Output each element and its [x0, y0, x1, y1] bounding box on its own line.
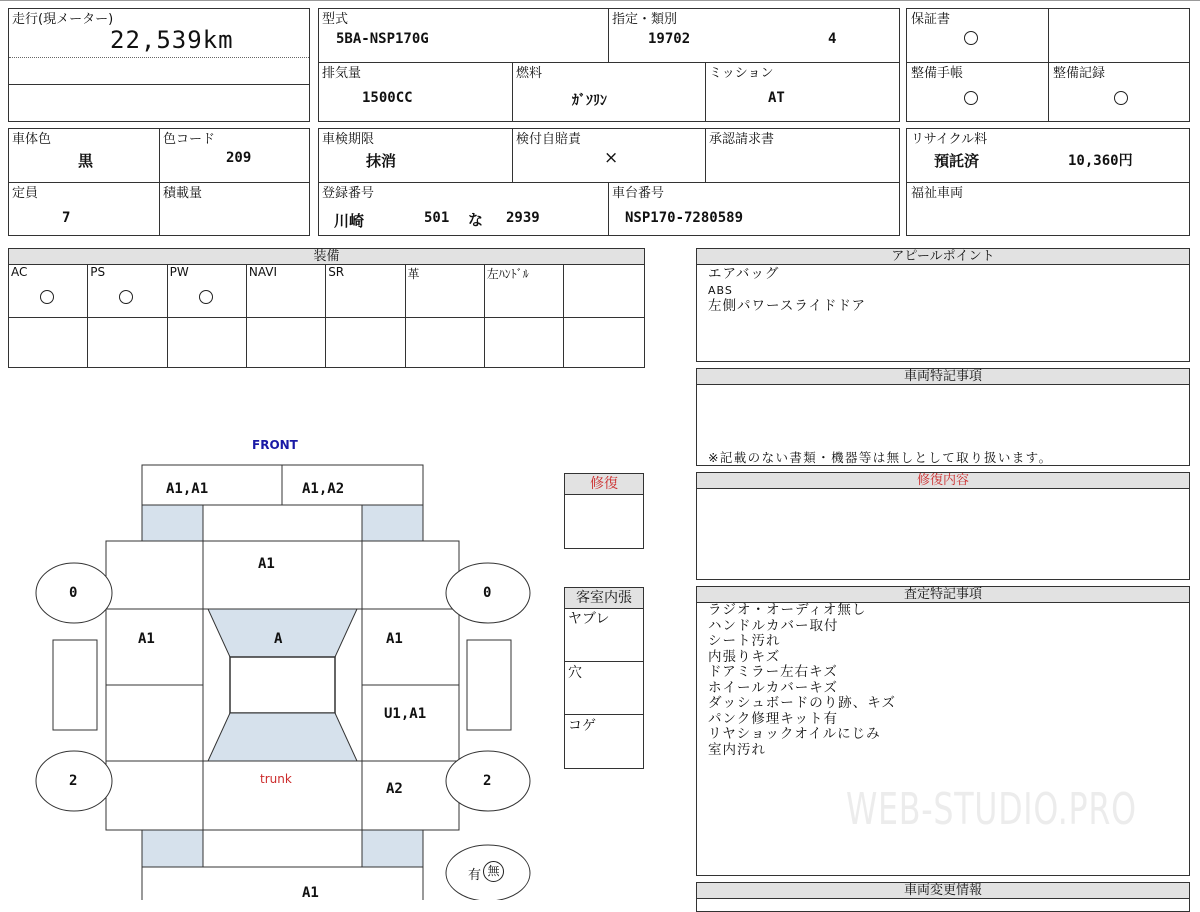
spare-yes-label: 有 — [468, 868, 482, 883]
front-bumper-right-value: A1,A2 — [302, 481, 345, 497]
trunk-label: trunk — [260, 772, 292, 786]
div — [608, 182, 609, 236]
recycle-status: 預託済 — [934, 152, 980, 170]
left-front-door-value: A1 — [138, 631, 155, 647]
maintenance-record-label: 整備記録 — [1053, 66, 1106, 81]
equipment-label: 革 — [407, 267, 420, 281]
registration-label: 登録番号 — [322, 186, 375, 201]
registration-area: 川崎 — [334, 212, 365, 230]
equipment-label: NAVI — [248, 265, 278, 279]
equipment-label: PS — [90, 265, 106, 279]
maintenance-book-label: 整備手帳 — [911, 66, 964, 81]
tire-rear-left-value: 2 — [69, 773, 78, 789]
assessment-line: ラジオ・オーディオ無し — [708, 602, 867, 618]
spare-no-label: 無 — [483, 861, 504, 882]
div — [705, 128, 706, 182]
left-side-step — [53, 640, 97, 730]
repair-box-title: 修復 — [565, 474, 643, 495]
interior-item-1: ヤブレ — [568, 611, 610, 627]
rear-right-corner — [362, 830, 423, 867]
special-notes-footer: ※記載のない書類・機器等は無しとして取り扱います。 — [708, 450, 1053, 465]
insurance-value: × — [604, 148, 619, 168]
registration-number: 2939 — [506, 210, 540, 226]
rear-glass — [208, 713, 357, 761]
tire-rear-right-value: 2 — [483, 773, 492, 789]
load-label: 積載量 — [163, 186, 203, 201]
div — [608, 8, 609, 62]
rear-bumper — [142, 867, 423, 900]
mileage-label: 走行(現メーター) — [12, 12, 114, 27]
assessment-line: ダッシュボードのり跡、キズ — [708, 695, 896, 711]
color-code-label: 色コード — [163, 132, 216, 147]
mission-label: ミッション — [709, 66, 774, 81]
fuel-value: ｶﾞｿﾘﾝ — [572, 93, 607, 109]
mileage-value: 22,539km — [110, 26, 234, 54]
assessment-line: ドアミラー左右キズ — [708, 664, 838, 680]
assessment-line: シート汚れ — [708, 633, 781, 649]
inspection-label: 車検期限 — [322, 132, 375, 147]
front-left-corner — [142, 505, 203, 542]
mission-value: AT — [768, 90, 785, 106]
equipment-label: SR — [328, 265, 345, 279]
registration-class: 501 — [424, 210, 450, 226]
div — [1048, 8, 1049, 122]
right-quarter-value: A2 — [386, 781, 403, 797]
equipment-label: 左ﾊﾝﾄﾞﾙ — [486, 267, 529, 281]
body-color-value: 黒 — [78, 152, 94, 170]
fuel-label: 燃料 — [516, 66, 543, 81]
inspection-value: 抹消 — [366, 152, 397, 170]
interior-item-2: 穴 — [568, 665, 582, 681]
body-color-label: 車体色 — [12, 132, 52, 147]
right-rear-door-value: U1,A1 — [384, 706, 427, 722]
assessment-line: 室内汚れ — [708, 741, 766, 758]
recycle-amount: 10,360円 — [1068, 153, 1133, 169]
capacity-value: 7 — [62, 210, 71, 226]
designation-value-1: 19702 — [648, 31, 691, 47]
front-label: FRONT — [252, 438, 298, 452]
registration-kana: な — [468, 211, 484, 229]
recycle-label: リサイクル料 — [911, 132, 988, 147]
model-value: 5BA-NSP170G — [336, 31, 429, 47]
windshield — [208, 609, 357, 657]
rear-bumper-value: A1 — [302, 885, 319, 901]
warranty-circle — [964, 31, 978, 45]
rear-left-corner — [142, 830, 203, 867]
assessment-title: 査定特記事項 — [697, 587, 1189, 603]
interior-item-3: コゲ — [568, 718, 596, 734]
appeal-line-1: エアバッグ — [708, 266, 780, 282]
displacement-label: 排気量 — [322, 66, 362, 81]
designation-value-2: 4 — [828, 31, 837, 47]
assessment-line: パンク修理キット有 — [708, 710, 838, 727]
equipment-title: 装備 — [9, 249, 644, 265]
assessment-line: ホイールカバーキズ — [708, 679, 838, 696]
welfare-label: 福祉車両 — [911, 186, 964, 201]
change-info-title: 車両変更情報 — [697, 883, 1189, 899]
div — [705, 62, 706, 122]
chassis-value: NSP170-7280589 — [625, 210, 744, 226]
tire-front-right-value: 0 — [483, 585, 492, 601]
approval-label: 承認請求書 — [709, 132, 775, 147]
appeal-line-2: ABS — [708, 284, 733, 297]
assessment-line: ハンドルカバー取付 — [708, 617, 839, 634]
hood-value: A1 — [258, 556, 275, 572]
tire-front-left-value: 0 — [69, 585, 78, 601]
equipment-col-divider — [563, 264, 564, 368]
assessment-line: 内張りキズ — [708, 648, 781, 665]
windshield-value: A — [274, 631, 283, 647]
appeal-line-3: 左側パワースライドドア — [708, 298, 867, 314]
special-notes-title: 車両特記事項 — [697, 369, 1189, 385]
front-bumper-left-value: A1,A1 — [166, 481, 209, 497]
right-side-step — [467, 640, 511, 730]
chassis-label: 車台番号 — [612, 186, 665, 201]
displacement-value: 1500CC — [362, 90, 413, 106]
roof — [230, 657, 335, 713]
maintenance-book-circle — [964, 91, 978, 105]
watermark: WEB-STUDIO.PRO — [846, 784, 1137, 835]
equipment-label: PW — [169, 265, 189, 279]
color-code-value: 209 — [226, 150, 252, 166]
interior-title: 客室内張 — [565, 588, 643, 609]
appeal-title: アピールポイント — [697, 249, 1189, 265]
assessment-line: リヤショックオイルにじみ — [708, 726, 881, 742]
repair-details-title: 修復内容 — [697, 473, 1189, 489]
model-label: 型式 — [322, 12, 349, 27]
maintenance-record-circle — [1114, 91, 1128, 105]
equipment-label: AC — [11, 265, 28, 279]
front-right-corner — [362, 505, 423, 542]
warranty-label: 保証書 — [911, 12, 951, 27]
right-front-door-value: A1 — [386, 631, 403, 647]
designation-label: 指定・類別 — [612, 12, 678, 27]
insurance-label: 検付自賠責 — [516, 132, 582, 147]
capacity-label: 定員 — [12, 186, 39, 201]
